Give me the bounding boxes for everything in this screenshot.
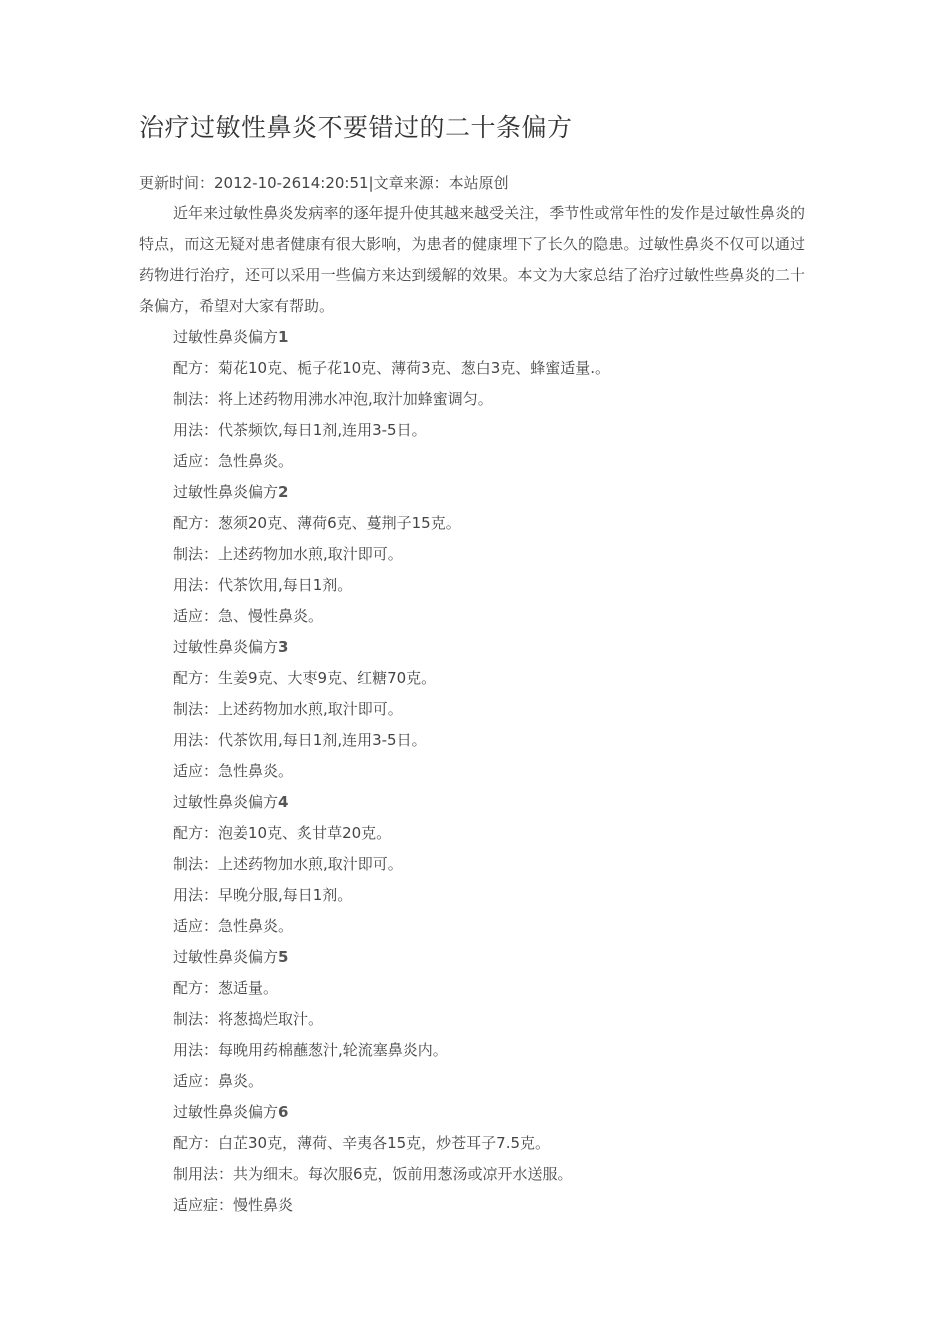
recipe-heading-text: 过敏性鼻炎偏方 (173, 483, 279, 501)
recipe-detail-line: 配方：葱适量。 (173, 979, 279, 997)
article-meta: 更新时间：2012-10-2614:20:51|文章来源：本站原创 (139, 174, 509, 192)
recipe-detail-line: 制用法：共为细末。每次服6克，饭前用葱汤或凉开水送服。 (173, 1165, 573, 1183)
recipe-heading (173, 1097, 805, 1128)
recipe-number: 4 (278, 793, 289, 811)
recipe-detail-line: 制法：将上述药物用沸水冲泡,取汁加蜂蜜调匀。 (173, 390, 493, 408)
recipe-detail-line: 适应：急性鼻炎。 (173, 917, 294, 935)
recipe-detail-line: 配方：菊花10克、栀子花10克、薄荷3克、葱白3克、蜂蜜适量.。 (173, 359, 611, 377)
article-intro: 近年来过敏性鼻炎发病率的逐年提升使其越来越受关注，季节性或常年性的发作是过敏性鼻炎的特点，而这无疑对患者健康有很大影响，为患者的健康埋下了长久的隐患。过敏性鼻炎不仅可以通过药物进行治疗，还可以采用一些偏方来达到缓解的效果。本文为大家总结了治疗过敏性些鼻炎的二十条偏方，希望对大家有帮助。 (139, 204, 805, 315)
recipe-detail-line: 适应：急、慢性鼻炎。 (173, 607, 324, 625)
recipe-heading (173, 632, 805, 663)
recipe-heading-text: 过敏性鼻炎偏方 (173, 948, 279, 966)
recipe-list (173, 322, 805, 1221)
recipe-number: 1 (278, 328, 289, 346)
recipe-detail-line: 适应：急性鼻炎。 (173, 762, 294, 780)
recipe-heading (173, 942, 805, 973)
recipe-detail-line: 用法：代茶饮用,每日1剂,连用3-5日。 (173, 731, 427, 749)
recipe-number: 2 (278, 483, 289, 501)
recipe-detail-line: 配方：泡姜10克、炙甘草20克。 (173, 824, 392, 842)
recipe-heading (173, 787, 805, 818)
recipe-heading (173, 322, 805, 353)
recipe-number: 3 (278, 638, 289, 656)
recipe-heading-text: 过敏性鼻炎偏方 (173, 638, 279, 656)
recipe-detail-line: 配方：葱须20克、薄荷6克、蔓荆子15克。 (173, 514, 461, 532)
recipe-detail-line: 配方：白芷30克，薄荷、辛夷各15克，炒苍耳子7.5克。 (173, 1134, 551, 1152)
recipe-detail-line: 用法：代茶饮用,每日1剂。 (173, 576, 353, 594)
recipe-number: 5 (278, 948, 289, 966)
recipe-detail-line: 用法：每晚用药棉蘸葱汁,轮流塞鼻炎内。 (173, 1041, 448, 1059)
recipe-heading-text: 过敏性鼻炎偏方 (173, 1103, 279, 1121)
recipe-detail-line: 制法：上述药物加水煎,取汁即可。 (173, 700, 403, 718)
recipe-detail-line: 用法：代茶频饮,每日1剂,连用3-5日。 (173, 421, 427, 439)
recipe-detail-line: 用法：早晚分服,每日1剂。 (173, 886, 353, 904)
recipe-number: 6 (278, 1103, 289, 1121)
recipe-detail-line: 适应：鼻炎。 (173, 1072, 264, 1090)
recipe-heading (173, 477, 805, 508)
recipe-detail-line: 配方：生姜9克、大枣9克、红糖70克。 (173, 669, 437, 687)
recipe-detail-line: 适应：急性鼻炎。 (173, 452, 294, 470)
recipe-heading-text: 过敏性鼻炎偏方 (173, 793, 279, 811)
recipe-heading-text: 过敏性鼻炎偏方 (173, 328, 279, 346)
recipe-detail-line: 适应症：慢性鼻炎 (173, 1196, 294, 1214)
recipe-detail-line: 制法：上述药物加水煎,取汁即可。 (173, 545, 403, 563)
recipe-detail-line: 制法：将葱捣烂取汁。 (173, 1010, 324, 1028)
recipe-detail-line: 制法：上述药物加水煎,取汁即可。 (173, 855, 403, 873)
article-title: 治疗过敏性鼻炎不要错过的二十条偏方 (139, 113, 573, 142)
